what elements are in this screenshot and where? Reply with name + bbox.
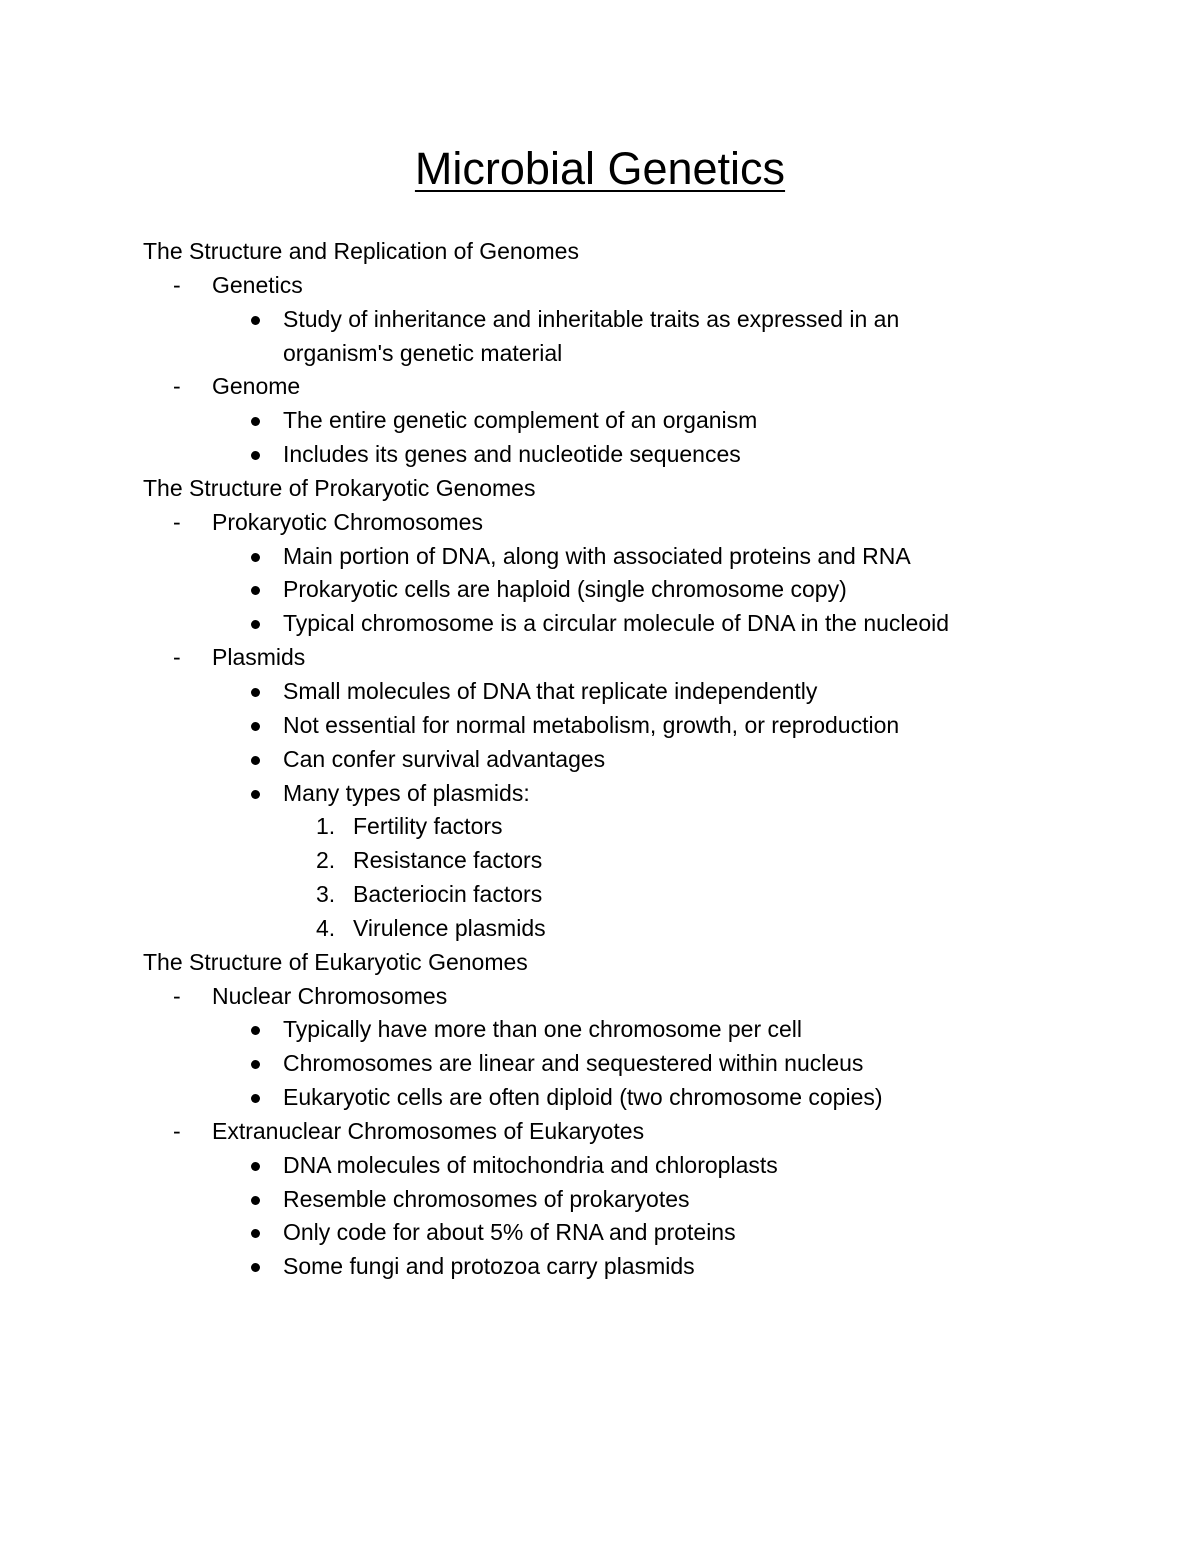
bullet-dot-icon [251, 586, 260, 595]
topic-line [0, 370, 1200, 404]
dash-marker: - [173, 271, 181, 298]
dash-marker: - [173, 373, 181, 400]
topic-line [0, 506, 1200, 540]
section-heading: The Structure of Eukaryotic Genomes [143, 948, 528, 975]
bullet-text: Chromosomes are linear and sequestered within nucleus [283, 1050, 864, 1077]
bullet-item [0, 777, 1200, 811]
bullet-text: Main portion of DNA, along with associated proteins and RNA [283, 542, 911, 569]
dash-marker: - [173, 508, 181, 535]
bullet-text: Includes its genes and nucleotide sequences [283, 441, 741, 468]
section-heading: The Structure of Prokaryotic Genomes [143, 474, 536, 501]
topic-line [0, 641, 1200, 675]
bullet-item [0, 1216, 1200, 1250]
numbered-item [0, 810, 1200, 844]
bullet-text: Resemble chromosomes of prokaryotes [283, 1185, 690, 1212]
dash-marker: - [173, 644, 181, 671]
topic-label: Nuclear Chromosomes [212, 982, 448, 1009]
bullet-dot-icon [251, 1229, 260, 1238]
bullet-dot-icon [251, 417, 260, 426]
bullet-text: Many types of plasmids: [283, 779, 530, 806]
bullet-item [0, 607, 1200, 641]
bullet-dot-icon [251, 620, 260, 629]
bullet-item [0, 743, 1200, 777]
item-number: 3. [316, 881, 336, 908]
bullet-item [0, 1149, 1200, 1183]
dash-marker: - [173, 1117, 181, 1144]
numbered-text: Virulence plasmids [353, 914, 546, 941]
topic-label: Genome [212, 373, 301, 400]
bullet-text: Prokaryotic cells are haploid (single chromosome copy) [283, 576, 847, 603]
item-number: 2. [316, 847, 336, 874]
bullet-item [0, 1183, 1200, 1217]
bullet-text: Eukaryotic cells are often diploid (two chromosome copies) [283, 1084, 883, 1111]
numbered-item [0, 844, 1200, 878]
dash-marker: - [173, 982, 181, 1009]
bullet-dot-icon [251, 1060, 260, 1069]
numbered-text: Fertility factors [353, 813, 503, 840]
bullet-continuation [0, 337, 1200, 371]
bullet-dot-icon [251, 1094, 260, 1103]
bullet-text: Small molecules of DNA that replicate independently [283, 677, 818, 704]
bullet-text: Typical chromosome is a circular molecule of DNA in the nucleoid [283, 610, 950, 637]
bullet-text: Can confer survival advantages [283, 745, 606, 772]
bullet-dot-icon [251, 1263, 260, 1272]
bullet-dot-icon [251, 316, 260, 325]
bullet-item [0, 1013, 1200, 1047]
numbered-text: Resistance factors [353, 847, 543, 874]
page-title-text: Microbial Genetics [414, 143, 786, 194]
topic-label: Extranuclear Chromosomes of Eukaryotes [212, 1117, 645, 1144]
bullet-dot-icon [251, 722, 260, 731]
numbered-item [0, 912, 1200, 946]
topic-label: Genetics [212, 271, 303, 298]
bullet-text: Typically have more than one chromosome per cell [283, 1016, 803, 1043]
bullet-dot-icon [251, 1162, 260, 1171]
bullet-item [0, 1250, 1200, 1284]
bullet-text: Only code for about 5% of RNA and proteins [283, 1219, 736, 1246]
bullet-item [0, 709, 1200, 743]
bullet-item [0, 1081, 1200, 1115]
bullet-item [0, 303, 1200, 337]
topic-line [0, 980, 1200, 1014]
bullet-item [0, 404, 1200, 438]
bullet-text: organism's genetic material [283, 339, 563, 366]
bullet-dot-icon [251, 451, 260, 460]
bullet-text: DNA molecules of mitochondria and chloroplasts [283, 1151, 778, 1178]
item-number: 4. [316, 914, 336, 941]
bullet-dot-icon [251, 1196, 260, 1205]
section-heading: The Structure and Replication of Genomes [143, 238, 579, 264]
numbered-text: Bacteriocin factors [353, 881, 543, 908]
topic-label: Plasmids [212, 644, 306, 671]
topic-line [0, 1115, 1200, 1149]
bullet-dot-icon [251, 1026, 260, 1035]
topic-line [0, 269, 1200, 303]
page-title [0, 140, 1200, 198]
bullet-text: Some fungi and protozoa carry plasmids [283, 1253, 695, 1280]
bullet-dot-icon [251, 790, 260, 799]
bullet-dot-icon [251, 553, 260, 562]
bullet-dot-icon [251, 756, 260, 765]
bullet-item [0, 438, 1200, 472]
bullet-item [0, 675, 1200, 709]
bullet-text: Not essential for normal metabolism, growth, or reproduction [283, 711, 900, 738]
document-body [0, 235, 1200, 1284]
numbered-item [0, 878, 1200, 912]
bullet-dot-icon [251, 688, 260, 697]
topic-label: Prokaryotic Chromosomes [212, 508, 483, 535]
bullet-text: The entire genetic complement of an organism [283, 407, 758, 434]
item-number: 1. [316, 813, 336, 840]
bullet-item [0, 573, 1200, 607]
bullet-text: Study of inheritance and inheritable traits as expressed in an [283, 305, 900, 332]
bullet-item [0, 540, 1200, 574]
bullet-item [0, 1047, 1200, 1081]
